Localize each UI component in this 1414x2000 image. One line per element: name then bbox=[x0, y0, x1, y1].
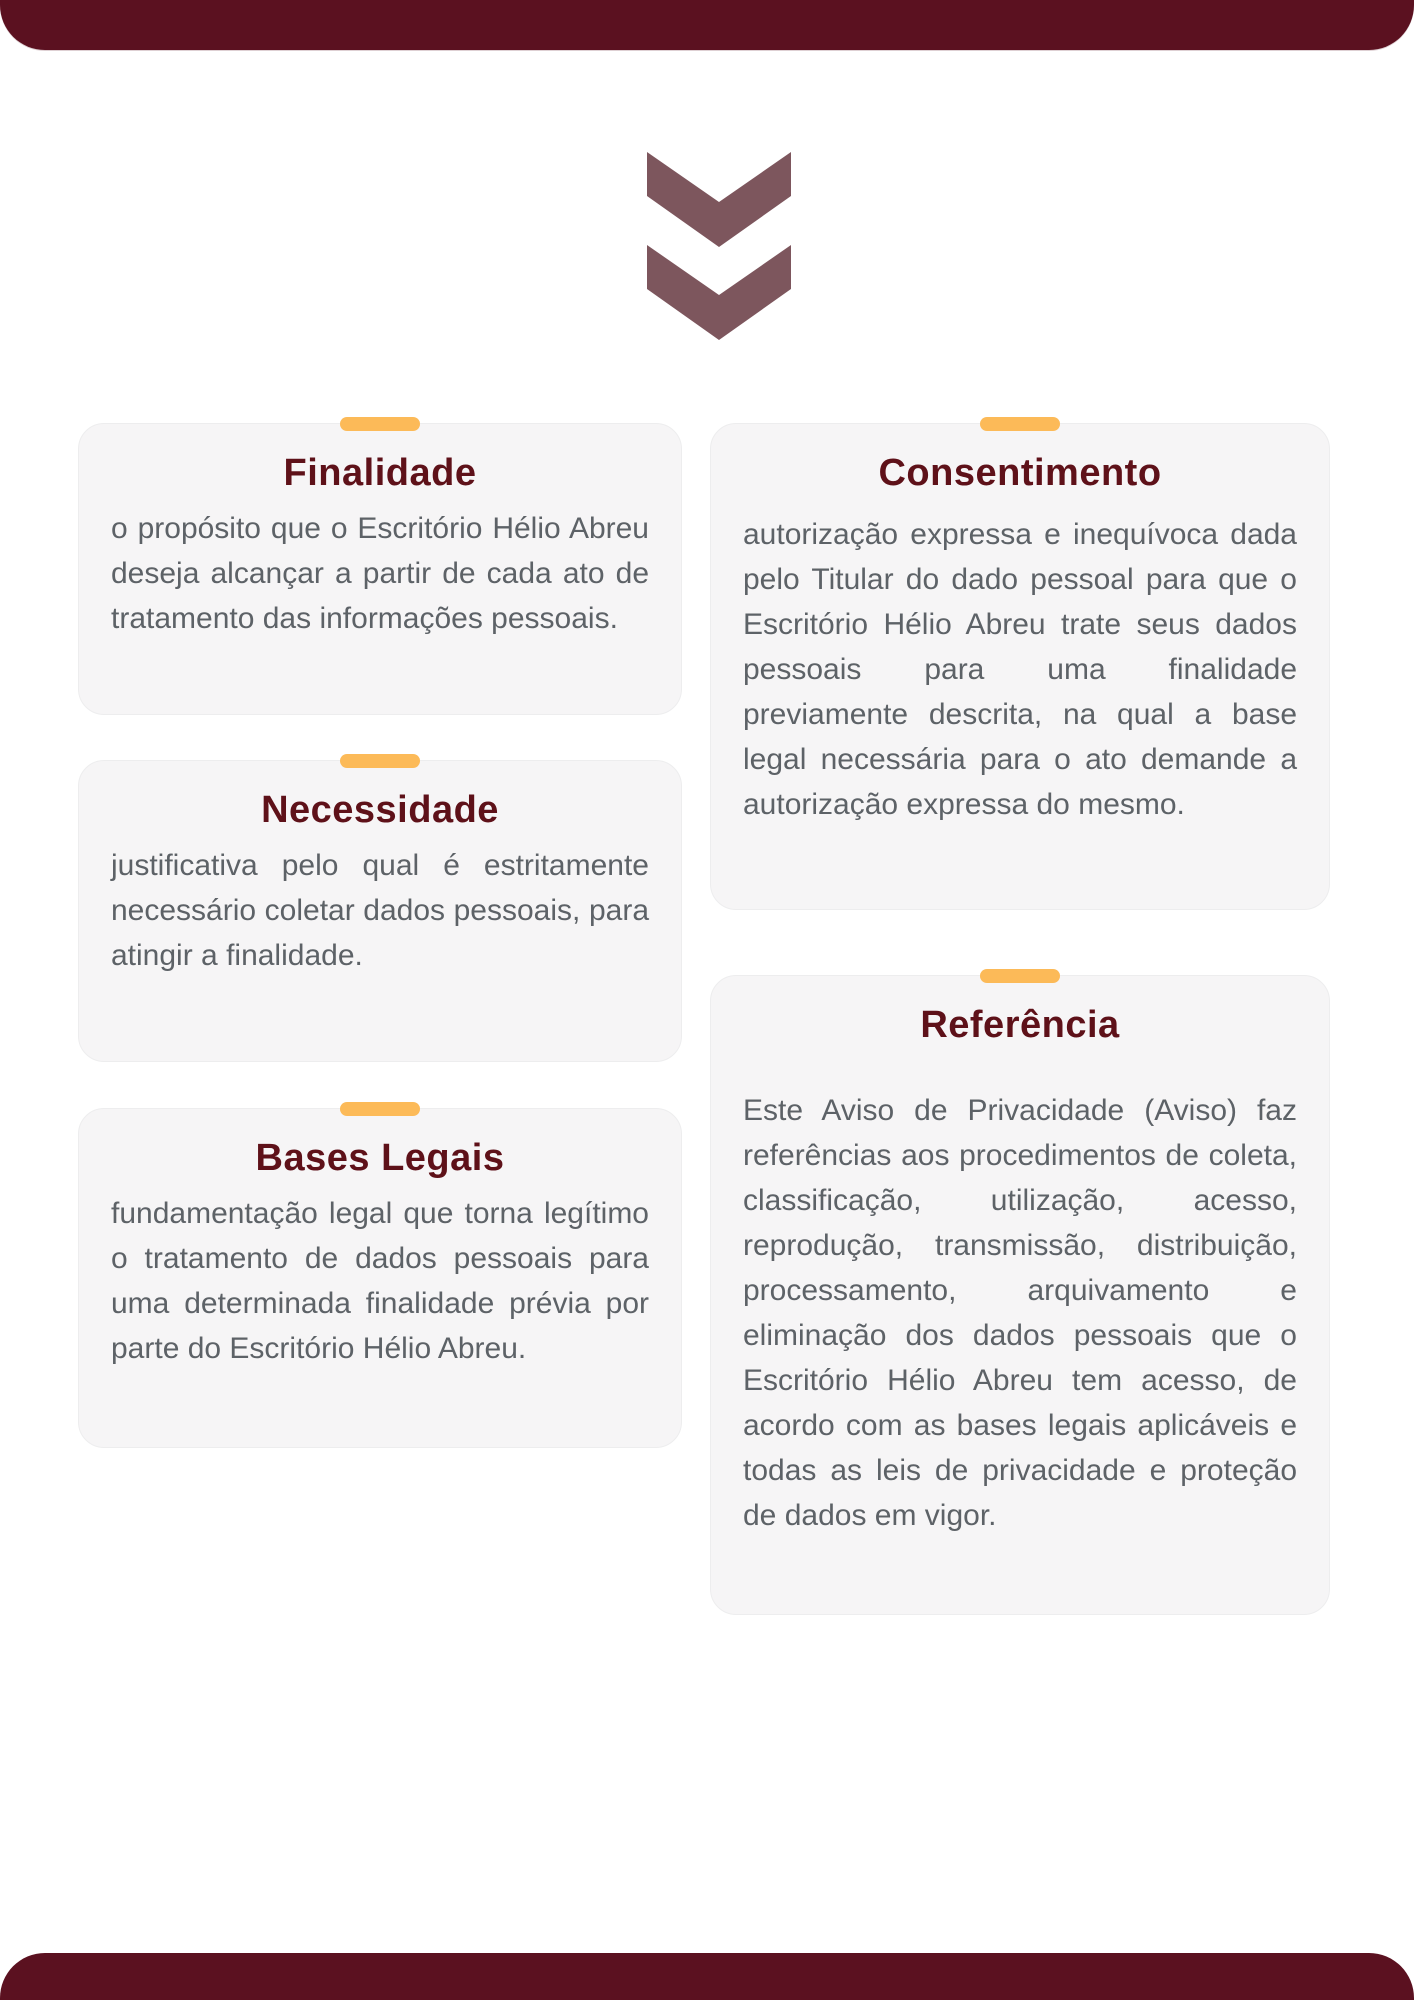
card-consentimento bbox=[710, 423, 1330, 910]
chevron-down-icon bbox=[647, 152, 791, 247]
card-necessidade bbox=[78, 760, 682, 1062]
card-body: justificativa pelo qual é estritamente necessário coletar dados pessoais, para atingir a finalidade. bbox=[111, 849, 649, 972]
content-columns bbox=[78, 423, 1330, 1615]
card-title: Consentimento bbox=[878, 452, 1162, 494]
accent-bar bbox=[340, 417, 420, 431]
column-right bbox=[710, 423, 1330, 1615]
accent-bar bbox=[980, 969, 1060, 983]
card-body: Este Aviso de Privacidade (Aviso) faz referências aos procedimentos de coleta, classificação, utilização, acesso, reprodução, transmissão, distribuição, processamento, arquivamento e eliminação dos dados pessoais que o Escritório Hélio Abreu tem acesso, de acordo com as bases legais aplicáveis e todas as leis de privacidade e proteção de dados em vigor. bbox=[743, 1094, 1297, 1532]
double-chevron-down-icon bbox=[645, 152, 793, 340]
card-body: fundamentação legal que torna legítimo o tratamento de dados pessoais para uma determinada finalidade prévia por parte do Escritório Hélio Abreu. bbox=[111, 1197, 649, 1365]
card-title: Necessidade bbox=[261, 789, 499, 831]
column-left bbox=[78, 423, 682, 1448]
card-title: Bases Legais bbox=[255, 1137, 505, 1179]
card-referencia bbox=[710, 975, 1330, 1615]
card-body: autorização expressa e inequívoca dada pelo Titular do dado pessoal para que o Escritório Hélio Abreu trate seus dados pessoais para uma finalidade previamente descrita, na qual a base legal necessária para o ato demande a autorização expressa do mesmo. bbox=[743, 518, 1297, 821]
bottom-bar bbox=[0, 1953, 1414, 2000]
card-body: o propósito que o Escritório Hélio Abreu deseja alcançar a partir de cada ato de tratamento das informações pessoais. bbox=[111, 512, 649, 635]
accent-bar bbox=[340, 754, 420, 768]
card-title: Referência bbox=[920, 1004, 1120, 1046]
card-bases-legais bbox=[78, 1108, 682, 1448]
accent-bar bbox=[340, 1102, 420, 1116]
top-bar bbox=[0, 0, 1414, 50]
card-finalidade bbox=[78, 423, 682, 715]
accent-bar bbox=[980, 417, 1060, 431]
card-title: Finalidade bbox=[283, 452, 477, 494]
chevron-down-icon bbox=[647, 245, 791, 340]
